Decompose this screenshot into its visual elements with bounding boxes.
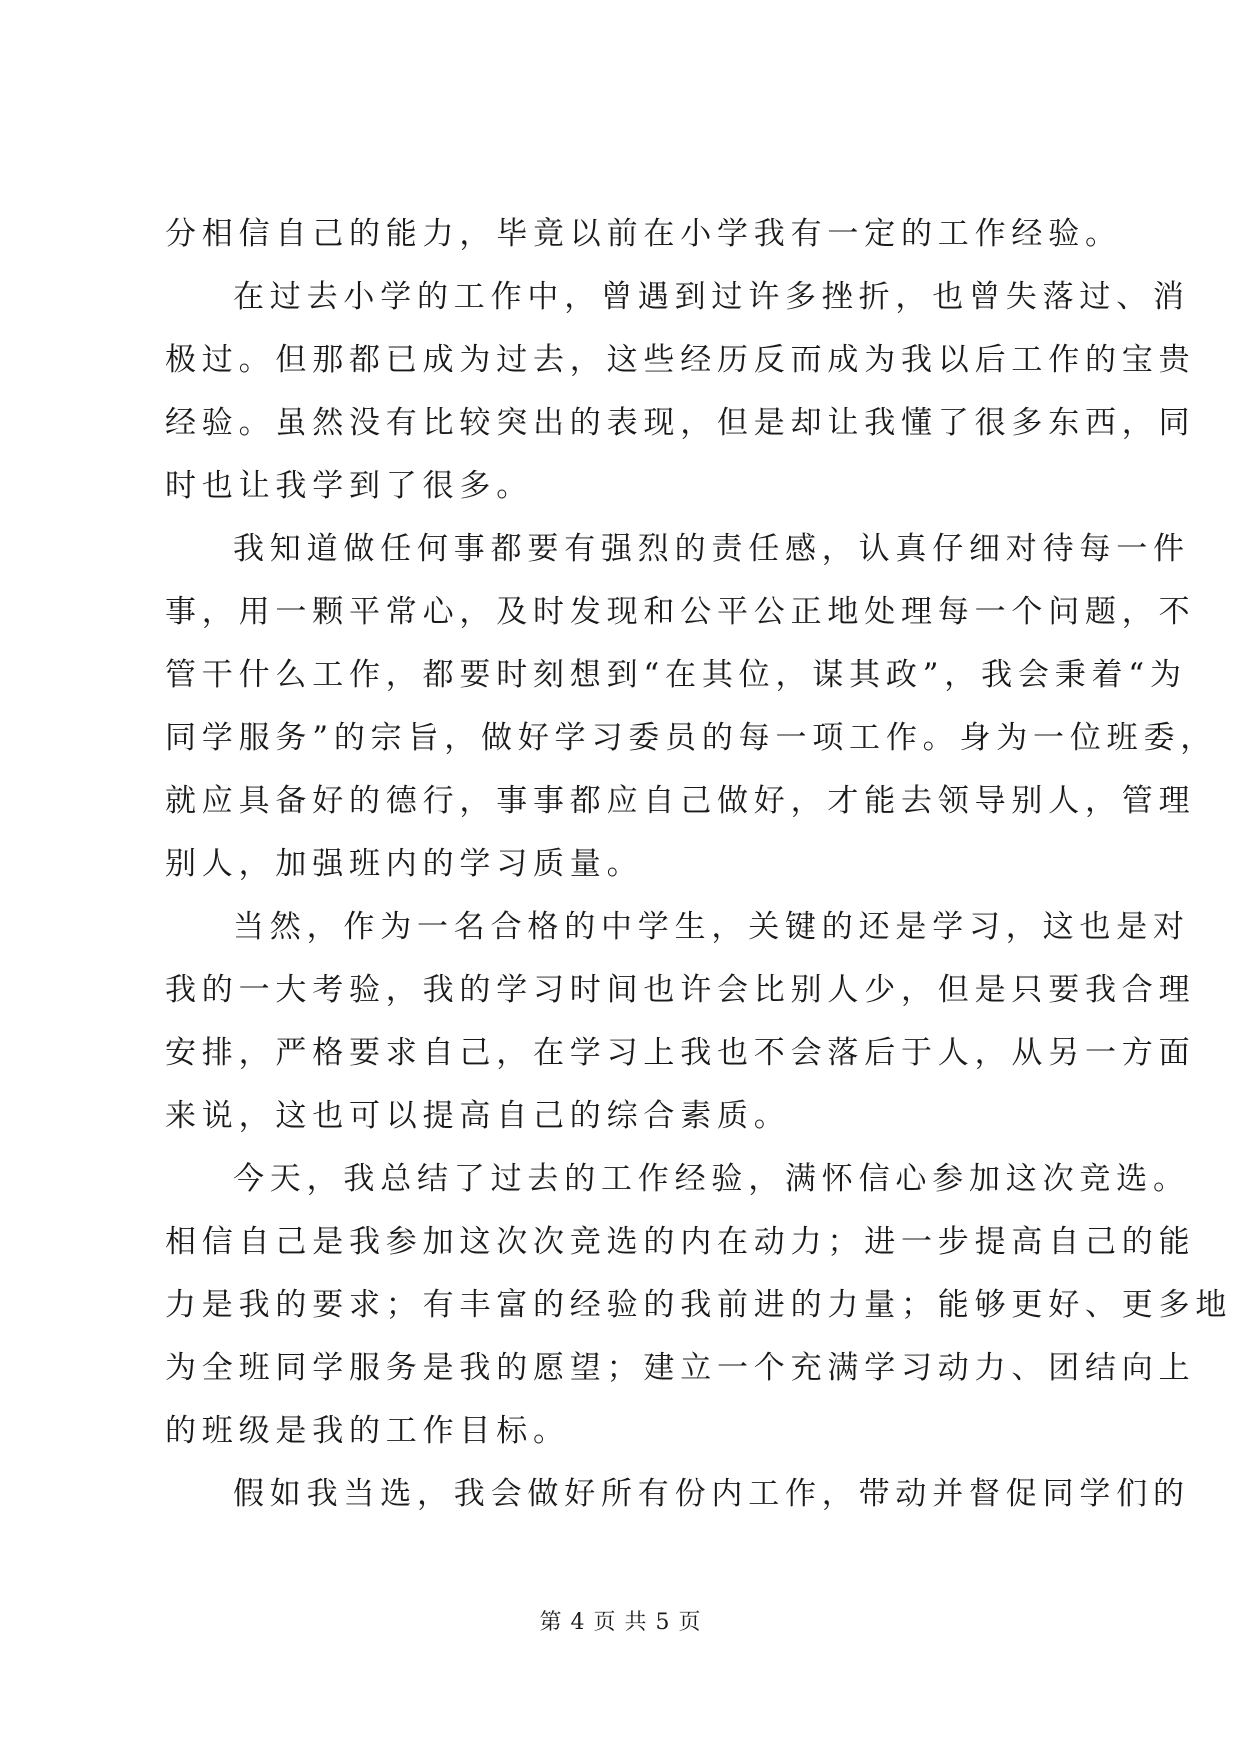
text-line: 别人，加强班内的学习质量。 [165, 846, 644, 882]
paragraph-first-line: 当然，作为一名合格的中学生，关键的还是学习，这也是对 [233, 909, 1190, 945]
text-line: 管干什么工作，都要时刻想到“在其位，谋其政”，我会秉着“为 [165, 657, 1187, 693]
text-line: 来说，这也可以提高自己的综合素质。 [165, 1098, 791, 1134]
paragraph-first-line: 我知道做任何事都要有强烈的责任感，认真仔细对待每一件 [233, 531, 1190, 567]
text-line: 为全班同学服务是我的愿望；建立一个充满学习动力、团结向上 [165, 1350, 1196, 1386]
text-line: 同学服务”的宗旨，做好学习委员的每一项工作。身为一位班委， [165, 720, 1218, 756]
text-line: 时也让我学到了很多。 [165, 468, 533, 504]
page-footer: 第 4 页 共 5 页 [539, 1610, 702, 1635]
text-line: 分相信自己的能力，毕竟以前在小学我有一定的工作经验。 [165, 216, 1122, 252]
text-line: 经验。虽然没有比较突出的表现，但是却让我懂了很多东西，同 [165, 405, 1196, 441]
paragraph-first-line: 在过去小学的工作中，曾遇到过许多挫折，也曾失落过、消 [233, 279, 1190, 315]
text-line: 我的一大考验，我的学习时间也许会比别人少，但是只要我合理 [165, 972, 1196, 1008]
text-line: 力是我的要求；有丰富的经验的我前进的力量；能够更好、更多地 [165, 1287, 1233, 1323]
paragraph-first-line: 假如我当选，我会做好所有份内工作，带动并督促同学们的 [233, 1476, 1190, 1512]
document-body [165, 203, 1233, 1526]
text-line: 极过。但那都已成为过去，这些经历反而成为我以后工作的宝贵 [165, 342, 1196, 378]
text-line: 相信自己是我参加这次次竞选的内在动力；进一步提高自己的能 [165, 1224, 1196, 1260]
text-line: 就应具备好的德行，事事都应自己做好，才能去领导别人，管理 [165, 783, 1196, 819]
text-line: 安排，严格要求自己，在学习上我也不会落后于人，从另一方面 [165, 1035, 1196, 1071]
text-line: 事，用一颗平常心，及时发现和公平公正地处理每一个问题，不 [165, 594, 1196, 630]
text-line: 的班级是我的工作目标。 [165, 1413, 570, 1449]
paragraph-first-line: 今天，我总结了过去的工作经验，满怀信心参加这次竞选。 [233, 1161, 1190, 1197]
